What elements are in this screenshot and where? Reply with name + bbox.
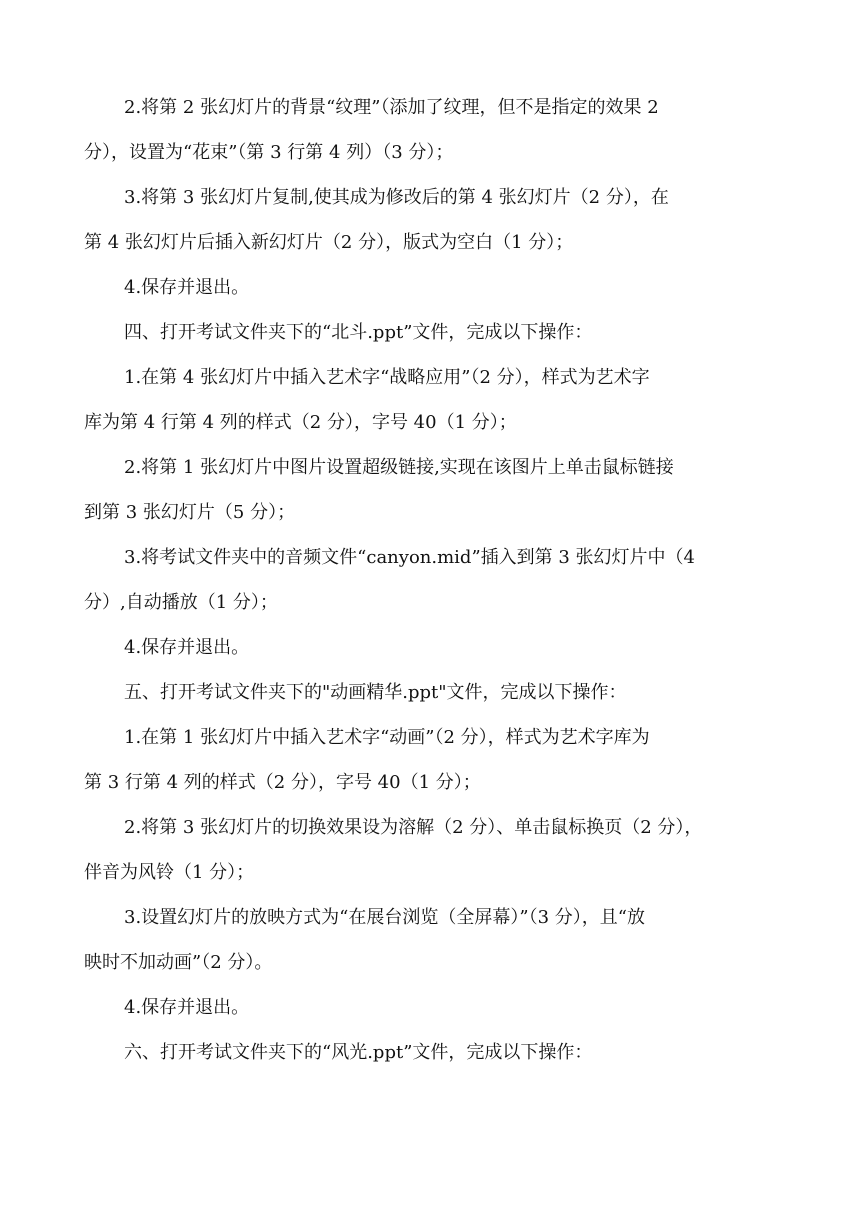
line-text: 1.在第 4 张幻灯片中插入艺术字“战略应用”（2 分），样式为艺术字 [124,367,650,388]
paragraph-line [0,273,860,303]
line-text: 1.在第 1 张幻灯片中插入艺术字“动画”（2 分），样式为艺术字库为 [124,727,650,748]
paragraph-line [0,993,860,1023]
paragraph-line [0,408,860,438]
line-text: 五、打开考试文件夹下的"动画精华.ppt"文件，完成以下操作： [124,682,627,703]
line-text: 到第 3 张幻灯片（5 分）； [84,502,296,523]
line-text: 3.将第 3 张幻灯片复制,使其成为修改后的第 4 张幻灯片（2 分），在 [124,187,669,208]
paragraph-line [0,498,860,528]
line-text: 4.保存并退出。 [124,637,250,658]
line-text: 库为第 4 行第 4 列的样式（2 分），字号 40（1 分）； [84,412,517,433]
line-text: 伴音为风铃（1 分）； [84,862,255,883]
paragraph-line [0,768,860,798]
line-text: 第 3 行第 4 列的样式（2 分），字号 40（1 分）； [84,772,481,793]
paragraph-line [0,363,860,393]
paragraph-line [0,183,860,213]
line-text: 映时不加动画”（2 分）。 [84,952,273,973]
paragraph-line [0,453,860,483]
paragraph-line [0,228,860,258]
line-text: 3.设置幻灯片的放映方式为“在展台浏览（全屏幕）”（3 分），且“放 [124,907,645,928]
paragraph-line [0,93,860,123]
paragraph-line [0,948,860,978]
section-heading [0,1038,860,1068]
line-text: 2.将第 2 张幻灯片的背景“纹理”（添加了纹理，但不是指定的效果 2 [124,97,659,118]
paragraph-line [0,633,860,663]
section-heading [0,318,860,348]
paragraph-line [0,858,860,888]
paragraph-line [0,723,860,753]
line-text: 2.将第 1 张幻灯片中图片设置超级链接,实现在该图片上单击鼠标链接 [124,457,674,478]
line-text: 4.保存并退出。 [124,277,250,298]
line-text: 2.将第 3 张幻灯片的切换效果设为溶解（2 分）、单击鼠标换页（2 分）， [124,817,703,838]
line-text: 第 4 张幻灯片后插入新幻灯片（2 分），版式为空白（1 分）； [84,232,574,253]
line-text: 分）,自动播放（1 分）； [84,592,278,613]
line-text: 3.将考试文件夹中的音频文件“canyon.mid”插入到第 3 张幻灯片中（4 [124,547,695,568]
paragraph-line [0,813,860,843]
section-heading [0,678,860,708]
paragraph-line [0,903,860,933]
paragraph-line [0,138,860,168]
paragraph-line [0,588,860,618]
paragraph-line [0,543,860,573]
line-text: 4.保存并退出。 [124,997,250,1018]
line-text: 分），设置为“花束”（第 3 行第 4 列）（3 分）； [84,142,454,163]
line-text: 六、打开考试文件夹下的“风光.ppt”文件，完成以下操作： [124,1042,593,1063]
line-text: 四、打开考试文件夹下的“北斗.ppt”文件，完成以下操作： [124,322,593,343]
